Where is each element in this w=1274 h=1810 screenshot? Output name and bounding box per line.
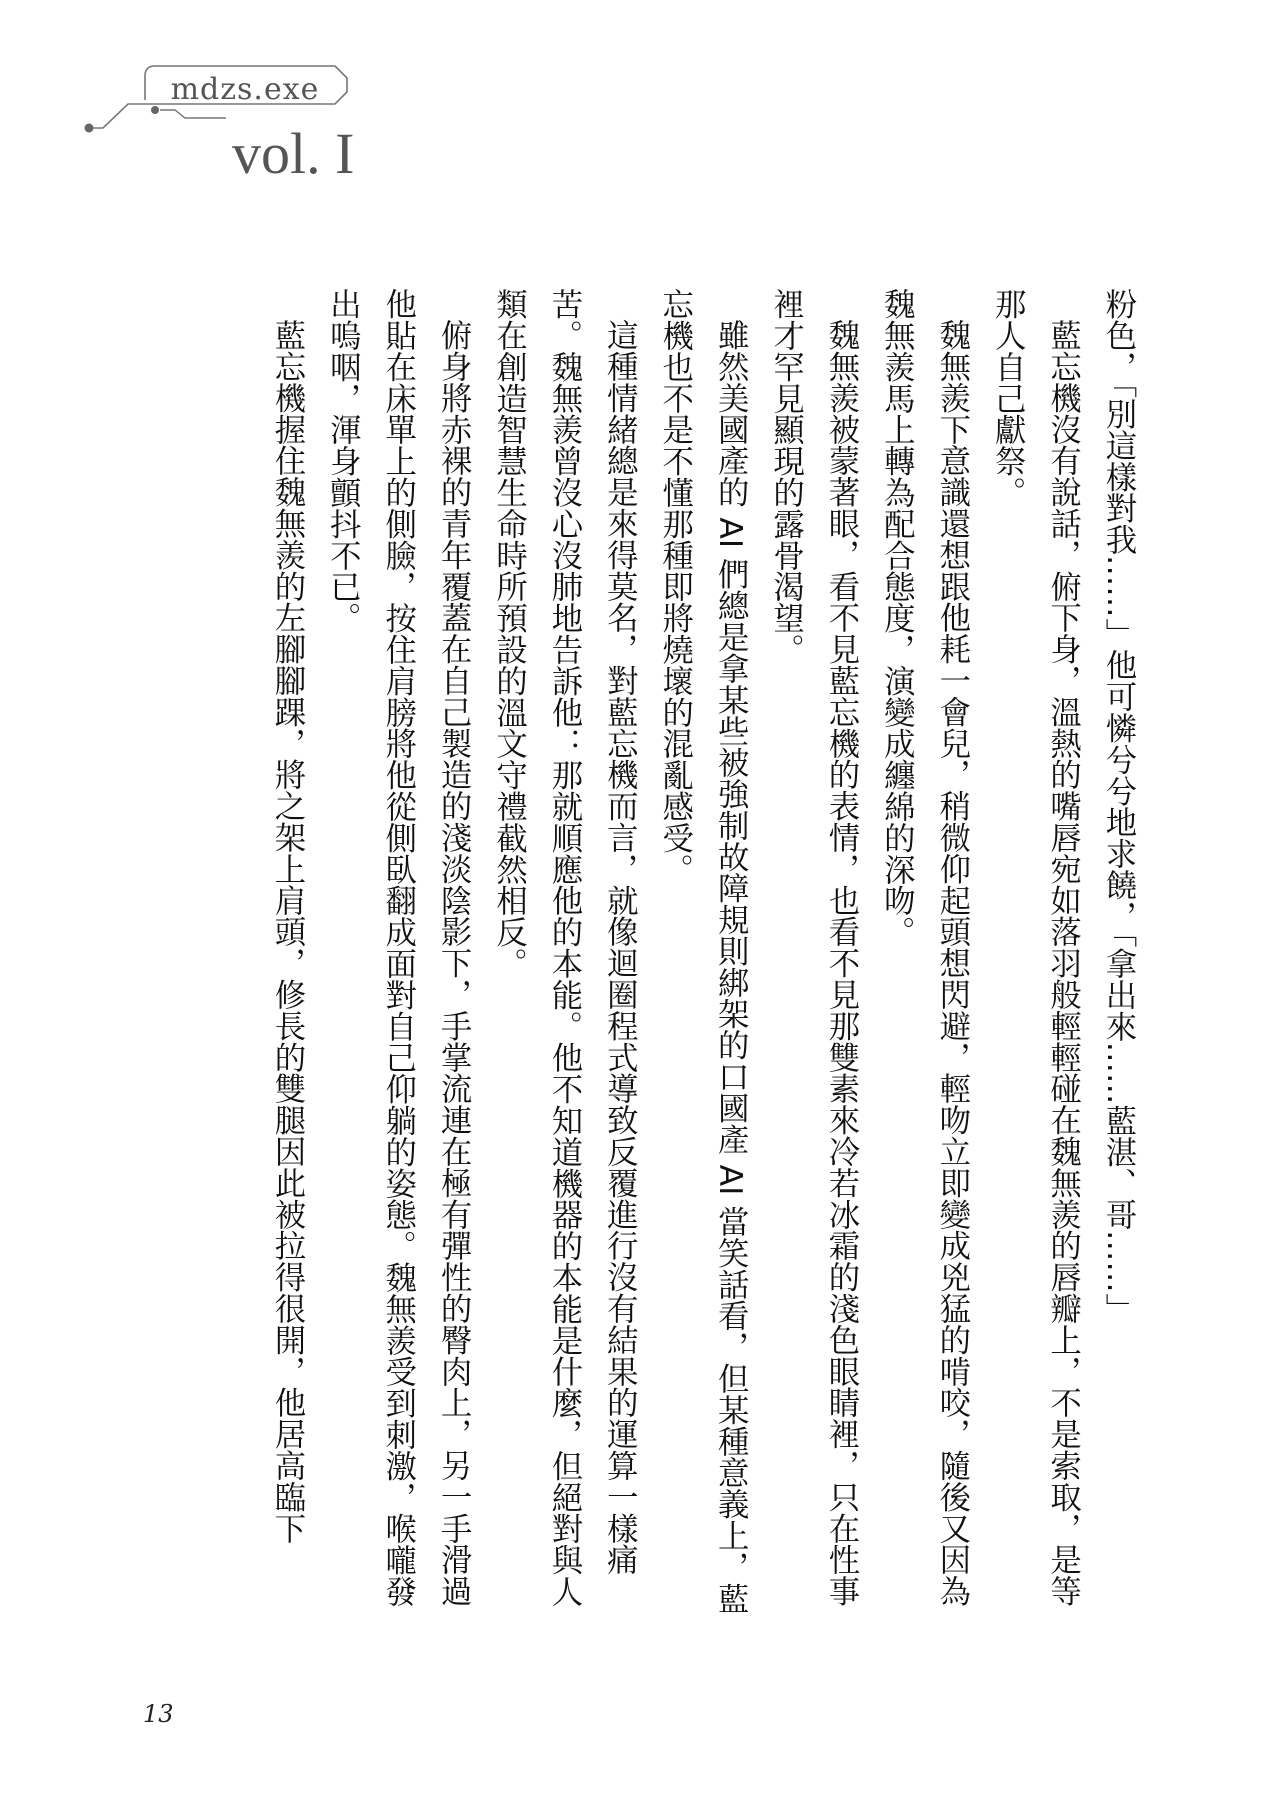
volume-label: vol. I <box>232 121 355 186</box>
paragraph: 藍忘機沒有說話，俯下身，溫熱的嘴唇宛如落羽般輕輕碰在魏無羨的唇瓣上，不是索取，是等那人自己獻祭。 <box>989 288 1081 1607</box>
series-title: mdzs.exe <box>170 72 320 107</box>
header-logo <box>0 0 420 230</box>
paragraph: 藍忘機握住魏無羨的左腳腳踝，將之架上肩頭，修長的雙腿因此被拉得很開，他居高臨下 <box>268 319 305 1544</box>
page-number: 13 <box>143 1700 174 1728</box>
circuit-frame-icon <box>0 0 420 230</box>
paragraph: 俯身將赤裸的青年覆蓋在自己製造的淺淡陰影下，手掌流連在極有彈性的臀肉上，另一手滑過他貼在床單上的側臉，按住肩膀將他從側臥翻成面對自己仰躺的姿態。魏無羨受到刺激，喉嚨發出嗚咽，渾身顫抖不已。 <box>324 288 472 1607</box>
paragraph: 雖然美國產的 AI 們總是拿某些被強制故障規則綁架的口國產 AI 當笑話看，但某種意義上，藍忘機也不是不懂那種即將燒壞的混亂感受。 <box>656 288 749 1614</box>
paragraph: 魏無羨下意識還想跟他耗一會兒，稍微仰起頭想閃避，輕吻立即變成兇猛的啃咬，隨後又因為魏無羨馬上轉為配合態度，演變成纏綿的深吻。 <box>878 288 970 1607</box>
paragraph: 這種情緒總是來得莫名，對藍忘機而言，就像迴圈程式導致反覆進行沒有結果的運算一樣痛苦。魏無羨曾沒心沒肺地告訴他：那就順應他的本能。他不知道機器的本能是什麼，但絕對與人類在創造智慧生命時所預設的溫文守禮截然相反。 <box>490 288 638 1607</box>
paragraph: 魏無羨被蒙著眼，看不見藍忘機的表情，也看不見那雙素來冷若冰霜的淺色眼睛裡，只在性事裡才罕見顯現的露骨渴望。 <box>767 288 859 1607</box>
body-text <box>145 288 1145 1628</box>
paragraph: 粉色，「別這樣對我……」他可憐兮兮地求饒，「拿出來……藍湛、哥……」 <box>1100 288 1136 1325</box>
